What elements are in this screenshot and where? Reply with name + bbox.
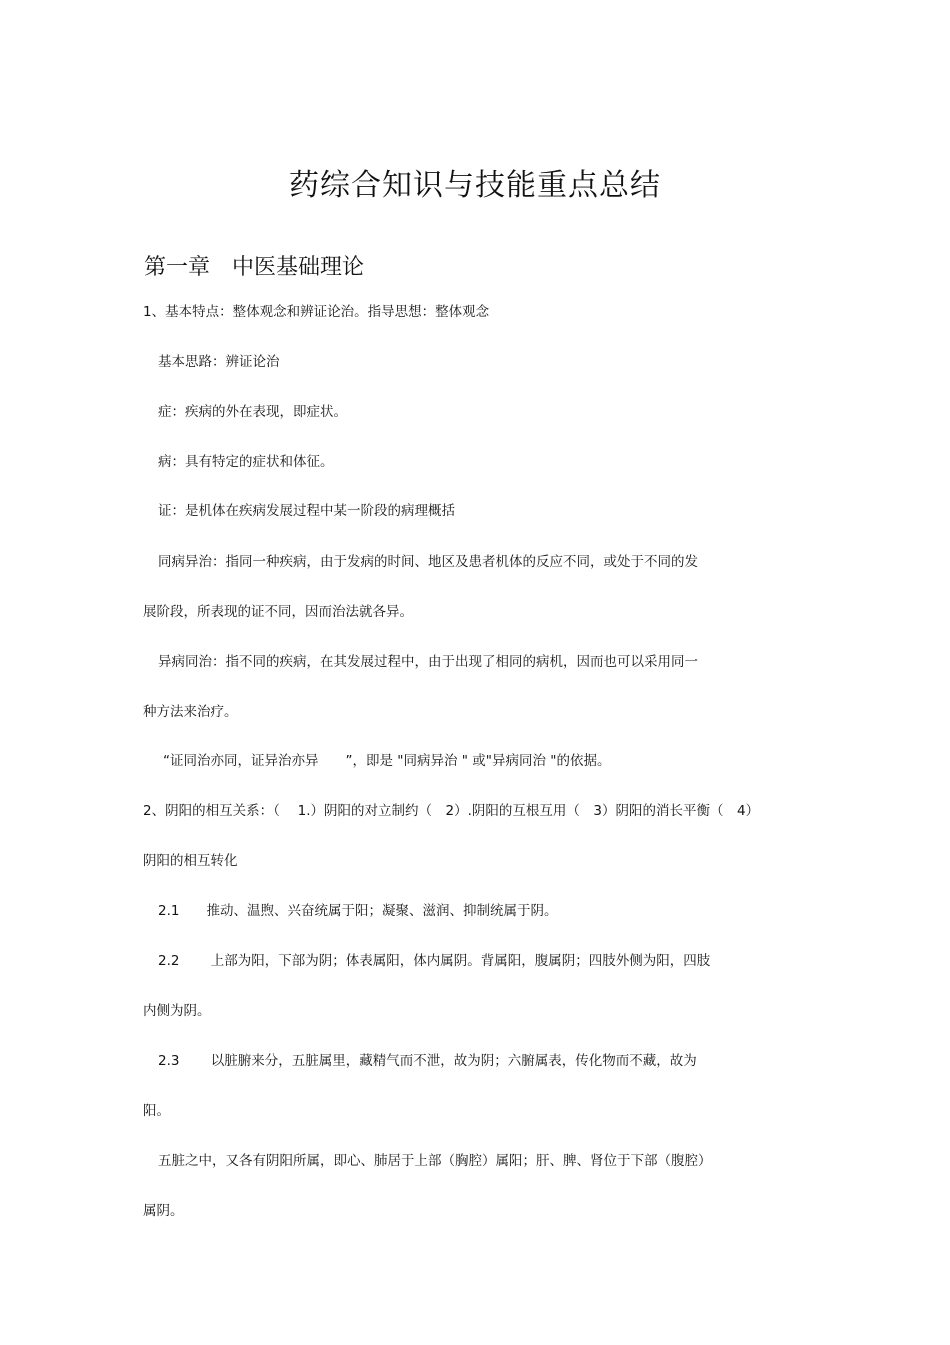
paragraph-line: “证同治亦同，证异治亦异 ”，即是 "同病异治 " 或"异病同治 "的依据。 (163, 753, 611, 769)
paragraph-line: 属阴。 (143, 1203, 184, 1219)
paragraph-line: 种方法来治疗。 (143, 704, 238, 720)
paragraph-line: 展阶段，所表现的证不同，因而治法就各异。 (143, 604, 413, 620)
paragraph-line: 内侧为阴。 (143, 1003, 211, 1019)
paragraph-line: 同病异治：指同一种疾病，由于发病的时间、地区及患者机体的反应不同，或处于不同的发 (158, 554, 698, 570)
paragraph-line: 五脏之中，又各有阴阳所属，即心、肺居于上部（胸腔）属阳；肝、脾、肾位于下部（腹腔） (158, 1153, 712, 1169)
paragraph-line: 病：具有特定的症状和体征。 (158, 454, 334, 470)
paragraph-line: 证：是机体在疾病发展过程中某一阶段的病理概括 (158, 503, 455, 519)
paragraph-line: 异病同治：指不同的疾病，在其发展过程中，由于出现了相同的病机，因而也可以采用同一 (158, 654, 698, 670)
chapter-heading: 第一章 中医基础理论 (144, 255, 365, 280)
paragraph-line: 2.2 上部为阳，下部为阴；体表属阳，体内属阴。背属阳，腹属阴；四肢外侧为阳，四肢 (158, 953, 711, 969)
paragraph-line: 基本思路：辨证论治 (158, 354, 280, 370)
paragraph-line: 阳。 (143, 1103, 170, 1119)
paragraph-line: 2.3 以脏腑来分，五脏属里，藏精气而不泄，故为阴；六腑属表，传化物而不藏，故为 (158, 1053, 697, 1069)
paragraph-line: 症：疾病的外在表现，即症状。 (158, 404, 347, 420)
document-title: 药综合知识与技能重点总结 (289, 168, 661, 203)
paragraph-line: 2.1 推动、温煦、兴奋统属于阳；凝聚、滋润、抑制统属于阴。 (158, 903, 558, 919)
paragraph-line: 2、阴阳的相互关系：（ 1.）阴阳的对立制约（ 2）.阴阳的互根互用（ 3）阴阳的消长平衡（ 4） (143, 803, 760, 819)
paragraph-line: 阴阳的相互转化 (143, 853, 238, 869)
paragraph-line: 1、基本特点：整体观念和辨证论治。指导思想：整体观念 (143, 304, 490, 320)
